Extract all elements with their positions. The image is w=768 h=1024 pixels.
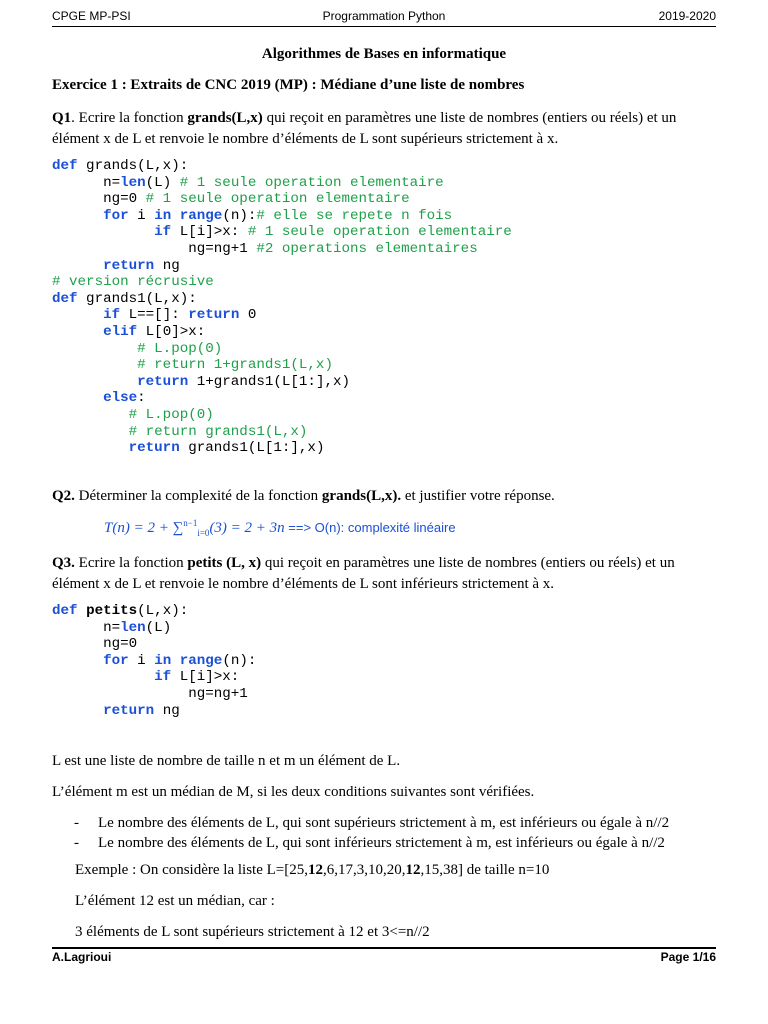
code-block-grands: def grands(L,x): n=len(L) # 1 seule operation elementaire ng=0 # 1 seule operation elementaire for i in range(n):# elle se repete n fois if L[i]>x: # 1 seule operation elementaire ng=ng+1 #2 operations elementaires return ng # version récrusive def grands1(L,x): if L==[]: return 0 elif L[0]>x: # L.pop(0) # return 1+grands1(L,x) return 1+grands1(L[1:],x) else: # L.pop(0) # return grands1(L,x) return grands1(L[1:],x) [52, 158, 512, 457]
footer-rule [52, 947, 716, 949]
q1-pre: . Ecrire la fonction [71, 110, 188, 126]
q1-post: qui reçoit en paramètres une liste de nombres (entiers ou réels) et un élément x de L et renvoie le nombre d’éléments de L sont supérieurs strictement à x. [52, 110, 677, 147]
q2-pre: Déterminer la complexité de la fonction [74, 488, 322, 504]
example-post: ,15,38] de taille n=10 [420, 862, 550, 878]
header-left: CPGE MP-PSI [52, 9, 131, 23]
formula-arrow: ==> [284, 520, 315, 535]
q3-post: qui reçoit en paramètres une liste de nombres (entiers ou réels) et un élément x de L et renvoie le nombre d’éléments de L sont inférieurs strictement à x. [52, 555, 675, 592]
conditions-list [74, 813, 669, 853]
exercise-heading: Exercice 1 : Extraits de CNC 2019 (MP) : Médiane d’une liste de nombres [52, 77, 525, 93]
q2-post: et justifier votre réponse. [401, 488, 555, 504]
median-conditions: L’élément m est un médian de M, si les deux conditions suivantes sont vérifiées. [52, 784, 535, 800]
document-title: Algorithmes de Bases en informatique [261, 46, 507, 62]
sum-lower: i=0 [197, 528, 210, 538]
example-bold-1: 12 [307, 862, 323, 878]
condition-item: - Le nombre des éléments de L, qui sont inférieurs strictement à m, est inférieurs ou égale à n//2 [74, 833, 669, 853]
footer-page-number: Page 1/16 [660, 950, 716, 964]
formula-conclusion: O(n): complexité linéaire [314, 520, 456, 535]
sum-upper: n−1 [183, 518, 198, 528]
three-elements-line: 3 éléments de L sont supérieurs strictement à 12 et 3<=n//2 [75, 924, 430, 940]
q1-function: grands(L,x) [187, 110, 263, 126]
example-pre: Exemple : On considère la liste L=[25, [75, 862, 308, 878]
header-rule [52, 26, 716, 27]
example-mid: ,6,17,3,10,20, [322, 862, 406, 878]
header-center: Programmation Python [322, 9, 446, 23]
sum-sign: ∑ [172, 520, 184, 536]
formula-sum-body: (3) = 2 + 3n [209, 520, 285, 536]
q3-pre: Ecrire la fonction [74, 555, 188, 571]
header-right: 2019-2020 [658, 9, 716, 23]
example-line [75, 860, 716, 881]
question-3 [52, 553, 716, 595]
page-footer [52, 950, 716, 970]
q2-function: grands(L,x). [321, 488, 402, 504]
median-12-line: L’élément 12 est un médian, car : [75, 893, 275, 909]
question-2 [52, 486, 716, 507]
q2-label: Q2. [52, 488, 75, 504]
example-bold-2: 12 [405, 862, 421, 878]
condition-item: - Le nombre des éléments de L, qui sont supérieurs strictement à m, est inférieurs ou égale à n//2 [74, 813, 669, 833]
page-header [52, 6, 716, 26]
complexity-formula [104, 518, 456, 538]
q1-label: Q1 [52, 110, 72, 126]
code-block-petits: def petits(L,x): n=len(L) ng=0 for i in range(n): if L[i]>x: ng=ng+1 return ng [52, 603, 257, 719]
footer-author: A.Lagrioui [52, 950, 112, 964]
question-1 [52, 108, 716, 150]
q3-function: petits (L, x) [187, 555, 262, 571]
formula-lhs: T(n) = 2 + [104, 520, 173, 536]
q3-label: Q3. [52, 555, 75, 571]
median-definition: L est une liste de nombre de taille n et m un élément de L. [52, 753, 401, 769]
